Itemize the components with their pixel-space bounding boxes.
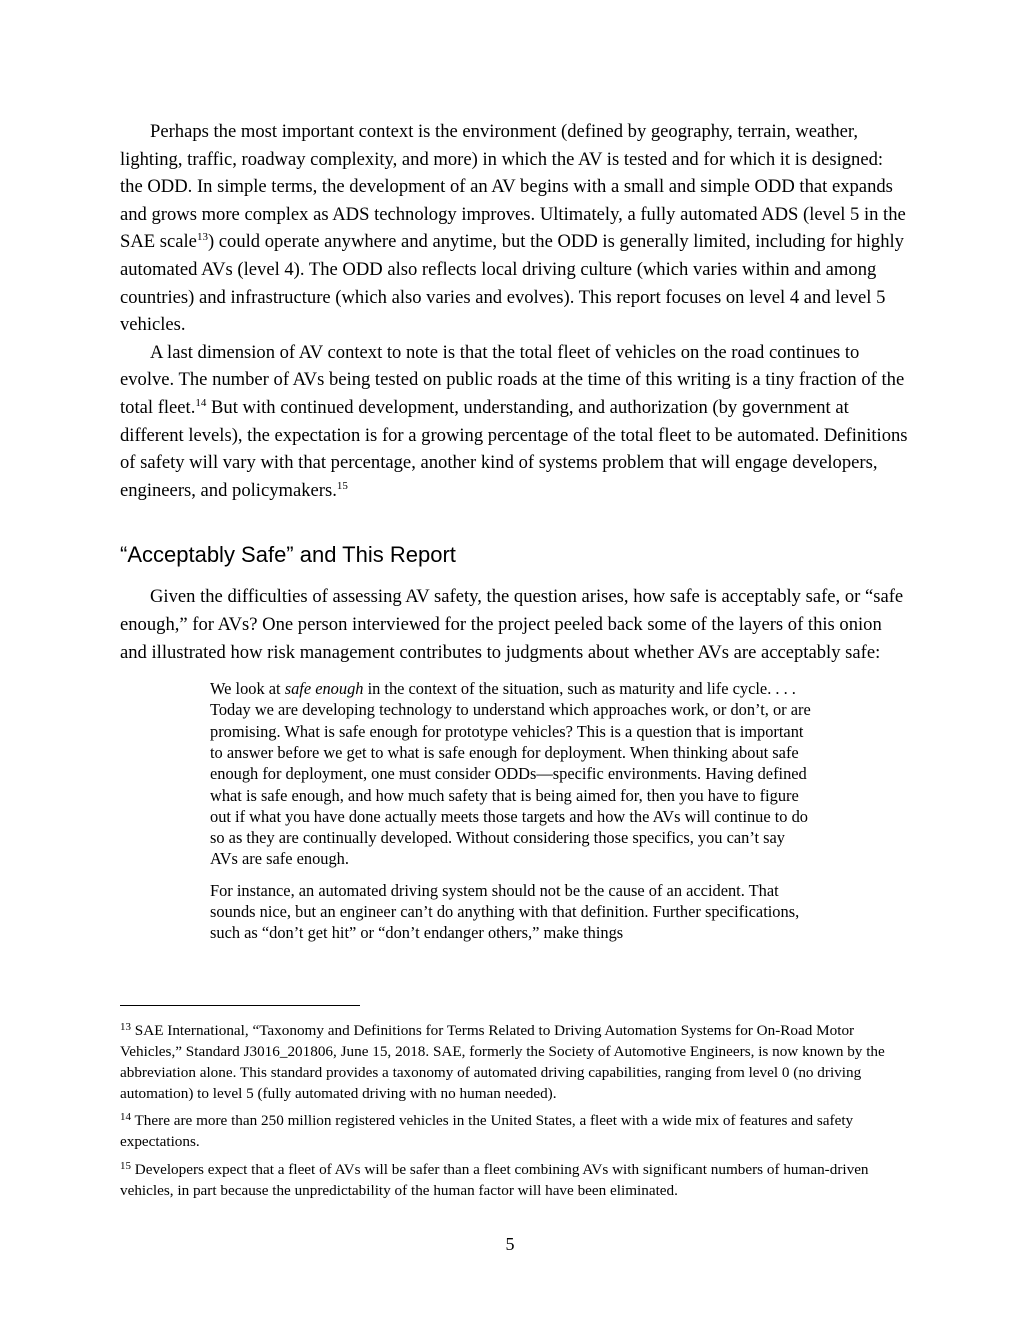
quote-emphasis: safe enough (284, 679, 364, 699)
footnote-number: 14 (120, 1111, 131, 1124)
footnote-15 (120, 1159, 905, 1201)
footnote-ref-13[interactable]: 13 (196, 231, 208, 244)
paragraph-text: A last dimension of AV context to note is that the total fleet of vehicles on the road continues to evolve. The number of AVs being tested on public roads at the time of this writing is a tiny fraction of the total fleet. (120, 341, 905, 418)
footnotes (120, 1020, 905, 1207)
paragraph-odd-context (120, 118, 910, 339)
footnote-ref-14[interactable]: 14 (195, 396, 207, 409)
block-quote (210, 678, 815, 944)
paragraph-text: ) could operate anywhere and anytime, but the ODD is generally limited, including for highly automated AVs (level 4). The ODD also reflects local driving culture (which varies within and among countries) and infrastructure (which also varies and evolves). This report focuses on level 4 and level 5 vehicles. (120, 231, 904, 336)
footnote-text: There are more than 250 million registered vehicles in the United States, a fleet with a wide mix of features and safety expectations. (120, 1112, 854, 1151)
footnote-13 (120, 1020, 905, 1104)
quote-text: in the context of the situation, such as maturity and life cycle. . . . Today we are developing technology to understand which approaches work, or don’t, or are promising. What is safe enough for prototype vehicles? This is a question that is important to answer before we get to what is safe enough for deployment. When thinking about safe enough for deployment, one must consider ODDs—specific environments. Having defined what is safe enough, and how much safety that is being aimed for, then you have to figure out if what you have done actually meets those targets and how the AVs will continue to do so as they are continually developed. Without considering those specifics, you can’t say AVs are safe enough. (210, 679, 811, 869)
footnote-number: 13 (120, 1021, 131, 1033)
footnote-number: 15 (120, 1159, 131, 1172)
page-body (120, 118, 910, 954)
page-number: 5 (505, 1234, 515, 1254)
paragraph-text: But with continued development, understanding, and authorization (by government at different levels), the expectation is for a growing percentage of the total fleet to be automated. Definitions of safety will vary with that percentage, another kind of systems problem that will engage developers, engineers, and policymakers. (120, 396, 908, 501)
footnote-text: Developers expect that a fleet of AVs will be safer than a fleet combining AVs with significant numbers of human-driven vehicles, in part because the unpredictability of the human factor will have been eliminated. (120, 1160, 869, 1199)
quote-paragraph-2: For instance, an automated driving system should not be the cause of an accident. That sounds nice, but an engineer can’t do anything with that definition. Further specifications, such as “don’t get hit” or “don’t endanger others,” make things (210, 880, 800, 943)
footnote-text: SAE International, “Taxonomy and Definitions for Terms Related to Driving Automation Systems for On-Road Motor Vehicles,” Standard J3016_201806, June 15, 2018. SAE, formerly the Society of Automotive Engineers, is now known by the abbreviation alone. This standard provides a taxonomy of automated driving capabilities, ranging from level 0 (no driving automation) to level 5 (fully automated driving with no human needed). (120, 1022, 885, 1103)
section-heading: “Acceptably Safe” and This Report (120, 542, 456, 568)
footnote-divider (120, 1005, 360, 1006)
quote-paragraph-1 (210, 678, 815, 870)
paragraph-text: Perhaps the most important context is the environment (defined by geography, terrain, weather, lighting, traffic, roadway complexity, and more) in which the AV is tested and for which it is designed: the ODD. In simple terms, the development of an AV begins with a small and simple ODD that expands and grows more complex as ADS technology improves. Ultimately, a fully automated ADS (level 5 in the SAE scale (120, 121, 906, 253)
footnote-14 (120, 1110, 905, 1152)
quote-text: We look at (210, 679, 285, 699)
paragraph-fleet-evolution (120, 339, 910, 505)
footnote-ref-15[interactable]: 15 (336, 479, 348, 492)
paragraph-acceptably-safe: Given the difficulties of assessing AV safety, the question arises, how safe is acceptably safe, or “safe enough,” for AVs? One person interviewed for the project peeled back some of the layers of this onion and illustrated how risk management contributes to judgments about whether AVs are acceptably safe: (120, 586, 904, 663)
